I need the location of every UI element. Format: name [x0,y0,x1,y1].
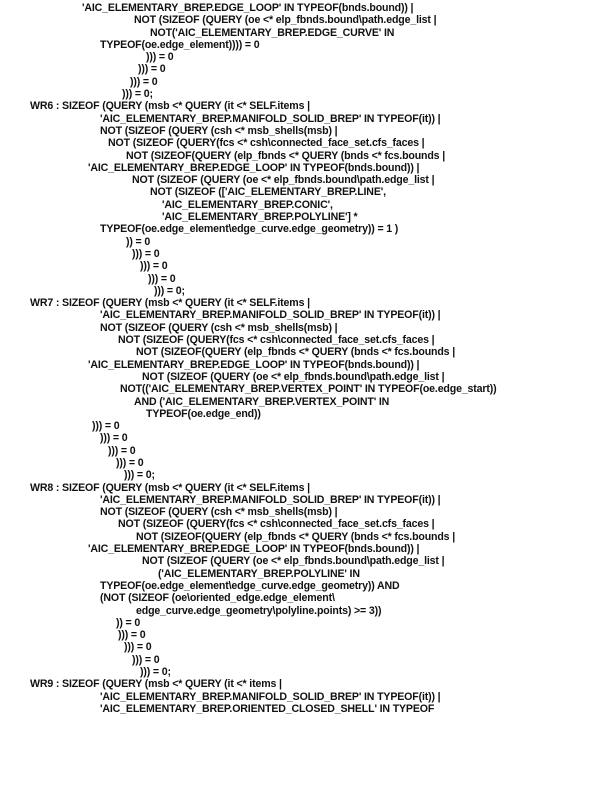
code-line: 'AIC_ELEMENTARY_BREP.MANIFOLD_SOLID_BREP' IN TYPEOF(it)) | [100,309,441,322]
code-line: ))) = 0 [146,51,174,64]
code-line: WR7 : SIZEOF (QUERY (msb <* QUERY (it <* SELF.items | [30,297,310,310]
code-line: )) = 0 [116,616,141,629]
code-line: ))) = 0 [116,456,144,469]
code-line: NOT(('AIC_ELEMENTARY_BREP.VERTEX_POINT' IN TYPEOF(oe.edge_start)) [120,383,497,396]
code-line: ))) = 0 [92,420,120,433]
code-line: AND ('AIC_ELEMENTARY_BREP.VERTEX_POINT' IN [134,395,390,408]
code-line: ('AIC_ELEMENTARY_BREP.POLYLINE' IN [158,567,360,580]
code-line: WR9 : SIZEOF (QUERY (msb <* QUERY (it <* items | [30,678,282,691]
code-line: ))) = 0; [140,666,171,679]
code-line: ))) = 0 [140,260,168,273]
express-code-listing [0,2,605,798]
code-line: NOT (SIZEOF(QUERY (elp_fbnds <* QUERY (bnds <* fcs.bounds | [126,149,446,162]
code-line: NOT('AIC_ELEMENTARY_BREP.EDGE_CURVE' IN [150,26,395,39]
code-line: 'AIC_ELEMENTARY_BREP.EDGE_LOOP' IN TYPEOF(bnds.bound)) | [88,543,420,556]
code-line: ))) = 0 [138,63,166,76]
code-line: ))) = 0 [132,247,160,260]
code-line: ))) = 0 [148,272,176,285]
code-line: 'AIC_ELEMENTARY_BREP.POLYLINE'] * [162,211,358,224]
code-line: 'AIC_ELEMENTARY_BREP.CONIC', [162,198,333,211]
code-line: TYPEOF(oe.edge_end)) [146,407,261,420]
code-line: NOT (SIZEOF(QUERY (elp_fbnds <* QUERY (bnds <* fcs.bounds | [136,346,456,359]
code-line: 'AIC_ELEMENTARY_BREP.ORIENTED_CLOSED_SHELL' IN TYPEOF [100,702,435,715]
code-line: ))) = 0; [154,284,185,297]
code-line: ))) = 0 [108,444,136,457]
code-line: ))) = 0 [130,75,158,88]
code-line: NOT (SIZEOF (QUERY (csh <* msb_shells(msb) | [100,124,338,137]
code-line: NOT (SIZEOF (QUERY(fcs <* csh\connected_face_set.cfs_faces | [118,334,435,347]
code-line: TYPEOF(oe.edge_element\edge_curve.edge_geometry)) AND [100,579,400,592]
code-line: ))) = 0 [118,629,146,642]
code-line: WR6 : SIZEOF (QUERY (msb <* QUERY (it <* SELF.items | [30,100,310,113]
code-line: WR8 : SIZEOF (QUERY (msb <* QUERY (it <* SELF.items | [30,481,310,494]
code-line: edge_curve.edge_geometry\polyline.points) >= 3)) [136,604,382,617]
code-line: NOT (SIZEOF (QUERY (oe <* elp_fbnds.bound\path.edge_list | [142,555,445,568]
code-line: ))) = 0; [122,88,153,101]
code-line: )) = 0 [126,235,151,248]
code-line: 'AIC_ELEMENTARY_BREP.EDGE_LOOP' IN TYPEOF(bnds.bound)) | [88,358,420,371]
code-line: 'AIC_ELEMENTARY_BREP.MANIFOLD_SOLID_BREP' IN TYPEOF(it)) | [100,493,441,506]
code-line: 'AIC_ELEMENTARY_BREP.MANIFOLD_SOLID_BREP' IN TYPEOF(it)) | [100,690,441,703]
code-line: NOT (SIZEOF (QUERY (oe <* elp_fbnds.bound\path.edge_list | [142,370,445,383]
code-line: ))) = 0 [132,653,160,666]
code-line: ))) = 0 [124,641,152,654]
code-line: NOT (SIZEOF (QUERY(fcs <* csh\connected_face_set.cfs_faces | [118,518,435,531]
code-line: NOT (SIZEOF(QUERY (elp_fbnds <* QUERY (bnds <* fcs.bounds | [136,530,456,543]
code-line: NOT (SIZEOF (QUERY(fcs <* csh\connected_face_set.cfs_faces | [108,137,425,150]
code-line: TYPEOF(oe.edge_element\edge_curve.edge_geometry)) = 1 ) [100,223,399,236]
code-line: 'AIC_ELEMENTARY_BREP.MANIFOLD_SOLID_BREP' IN TYPEOF(it)) | [100,112,441,125]
code-line: ))) = 0; [124,469,155,482]
code-line: (NOT (SIZEOF (oe\oriented_edge.edge_element\ [100,592,335,605]
code-line: NOT (SIZEOF (['AIC_ELEMENTARY_BREP.LINE', [150,186,386,199]
code-line: TYPEOF(oe.edge_element)))) = 0 [100,38,260,51]
code-line: 'AIC_ELEMENTARY_BREP.EDGE_LOOP' IN TYPEOF(bnds.bound)) | [88,161,420,174]
code-line: NOT (SIZEOF (QUERY (csh <* msb_shells(msb) | [100,321,338,334]
code-line: ))) = 0 [100,432,128,445]
code-line: NOT (SIZEOF (QUERY (oe <* elp_fbnds.bound\path.edge_list | [134,14,437,27]
code-line: NOT (SIZEOF (QUERY (csh <* msb_shells(msb) | [100,506,338,519]
code-line: NOT (SIZEOF (QUERY (oe <* elp_fbnds.bound\path.edge_list | [132,174,435,187]
code-line: 'AIC_ELEMENTARY_BREP.EDGE_LOOP' IN TYPEOF(bnds.bound)) | [82,2,414,14]
